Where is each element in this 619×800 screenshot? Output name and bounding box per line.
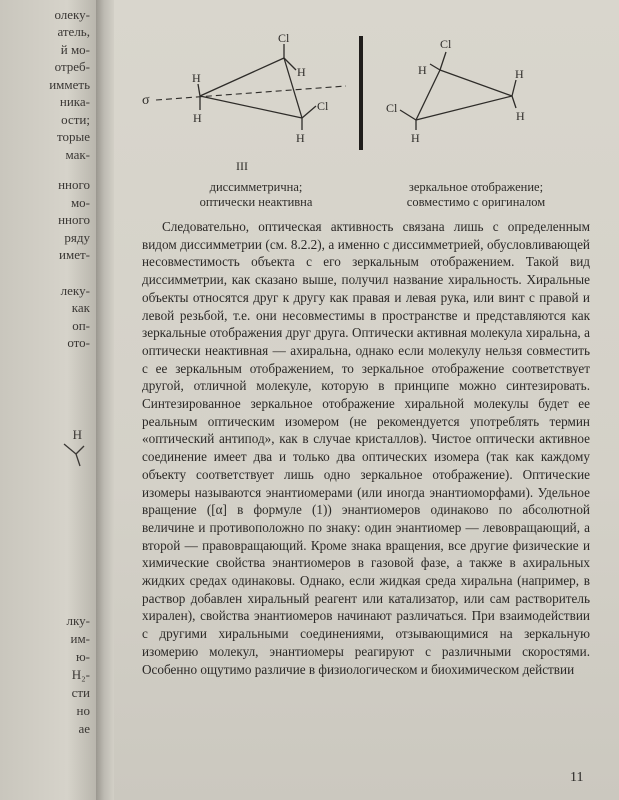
left-fragment: ряду bbox=[64, 230, 90, 245]
left-fragment: лку- bbox=[66, 613, 90, 628]
left-caption-line: оптически неактивна bbox=[199, 195, 313, 209]
left-fragment: ото- bbox=[67, 335, 90, 350]
right-atom-h-bottom: H bbox=[411, 131, 420, 145]
left-fragment: нного bbox=[58, 177, 90, 192]
right-atom-h-upper: H bbox=[515, 67, 524, 81]
left-fragment: й мо- bbox=[60, 42, 90, 57]
left-fragment: оп- bbox=[72, 318, 90, 333]
book-gutter bbox=[96, 0, 114, 800]
left-figure-caption bbox=[176, 180, 336, 210]
left-fragment: мо- bbox=[70, 195, 90, 210]
mirror-line bbox=[359, 36, 363, 150]
left-fragment: ника- bbox=[59, 94, 90, 109]
left-fragment: H bbox=[72, 427, 82, 442]
left-atom-h-bottom: H bbox=[296, 131, 305, 145]
left-fragment: как bbox=[71, 300, 90, 315]
left-fragment: ае bbox=[78, 721, 90, 736]
right-atom-h-left: H bbox=[418, 63, 427, 77]
left-fragment: ю- bbox=[75, 649, 90, 664]
page-number: 11 bbox=[570, 770, 584, 785]
left-atom-cl-right: Cl bbox=[317, 99, 329, 113]
partial-structure-fragment bbox=[62, 440, 92, 468]
body-text bbox=[142, 218, 590, 678]
left-atom-h-upper: H bbox=[192, 71, 201, 85]
left-fragment: им- bbox=[70, 631, 90, 646]
left-fragment: сти bbox=[71, 685, 90, 700]
right-caption-line: зеркальное отображение; bbox=[408, 180, 544, 194]
roman-numeral-label: III bbox=[236, 159, 248, 173]
left-page bbox=[0, 0, 96, 800]
sigma-label: σ bbox=[142, 93, 150, 108]
body-paragraph: Следовательно, оптическая активность связана лишь с определенным видом диссимметрии (см. 8.2.2), а именно с диссимметрией, обусловливающей несовместимость объекта с его зеркальным отображением. Такой вид диссимметрии, как сказано выше, получил название хиральность. Хиральные объекты относятся друг к другу как правая и левая рука, или винт с правой и левой резьбой, т.е. они несовместимы в пространстве и представляются как зеркальные отображения друг друга. Оптически активная молекула хиральна, а оптически неактивная — ахиральна, однако если молекулу нельзя совместить с ее зеркальным отображением, то зеркальное отображение соответствует другой, отличной молекуле, которую в принципе можно синтезировать. Синтезированное зеркальное отображение хиральной молекулы будет ее реальным оптическим изомером (не рекомендуется употреблять термин «оптический антипод», как в случае кристаллов). Чистое оптически активное соединение имеет два и только два оптических изомера (так как каждому объекту соответствует лишь одно зеркальное отображение). Оптические изомеры называются энантиомерами (или иногда энантиоморфами). Удельное вращение ([α] в формуле (1)) энантиомеров одинаково по абсолютной величине и противоположно по знаку: один энантиомер — левовращающий, а второй — правовращающий. Кроме знака вращения, все другие физические и химические свойства энантиомеров в газовой фазе, а также в ахиральных жидких средах одинаковы. Однако, если жидкая среда хиральна (например, в раствор добавлен хиральный реагент или катализатор, или сам растворитель хирален), свойства энантиомеров начинают различаться. При взаимодействии с другими хиральными соединениями, отзывающимися на зеркальную изомерию молекул, энантиомеры реагируют с различными скоростями. Особенно ощутимо различие в физиологическом и биохимическом действии bbox=[142, 219, 590, 677]
left-fragment: имметь bbox=[49, 77, 90, 92]
left-fragment: нного bbox=[58, 212, 90, 227]
left-caption-line: диссимметрична; bbox=[209, 180, 303, 194]
left-fragment: мак- bbox=[65, 147, 90, 162]
left-fragment: отреб- bbox=[54, 59, 90, 74]
left-atom-h-right: H bbox=[297, 65, 306, 79]
right-figure-caption bbox=[376, 180, 576, 210]
right-atom-cl-top: Cl bbox=[440, 37, 452, 51]
left-fragment: ости; bbox=[61, 112, 90, 127]
left-fragment: имет- bbox=[59, 247, 90, 262]
left-fragment: торые bbox=[56, 129, 90, 144]
left-fragment: но bbox=[76, 703, 90, 718]
left-fragment: лекy- bbox=[60, 283, 90, 298]
left-atom-h-lower: H bbox=[193, 111, 202, 125]
left-atom-cl-top: Cl bbox=[278, 31, 290, 45]
left-fragment: атель, bbox=[57, 24, 90, 39]
right-atom-h-lower: H bbox=[516, 109, 525, 123]
left-fragment: H₂- bbox=[71, 667, 90, 682]
left-fragment: олеку- bbox=[54, 7, 90, 22]
right-page bbox=[114, 0, 619, 800]
left-molecule-structure bbox=[156, 44, 346, 130]
right-caption-line: совместимо с оригиналом bbox=[406, 195, 546, 209]
right-atom-cl-left: Cl bbox=[386, 101, 398, 115]
